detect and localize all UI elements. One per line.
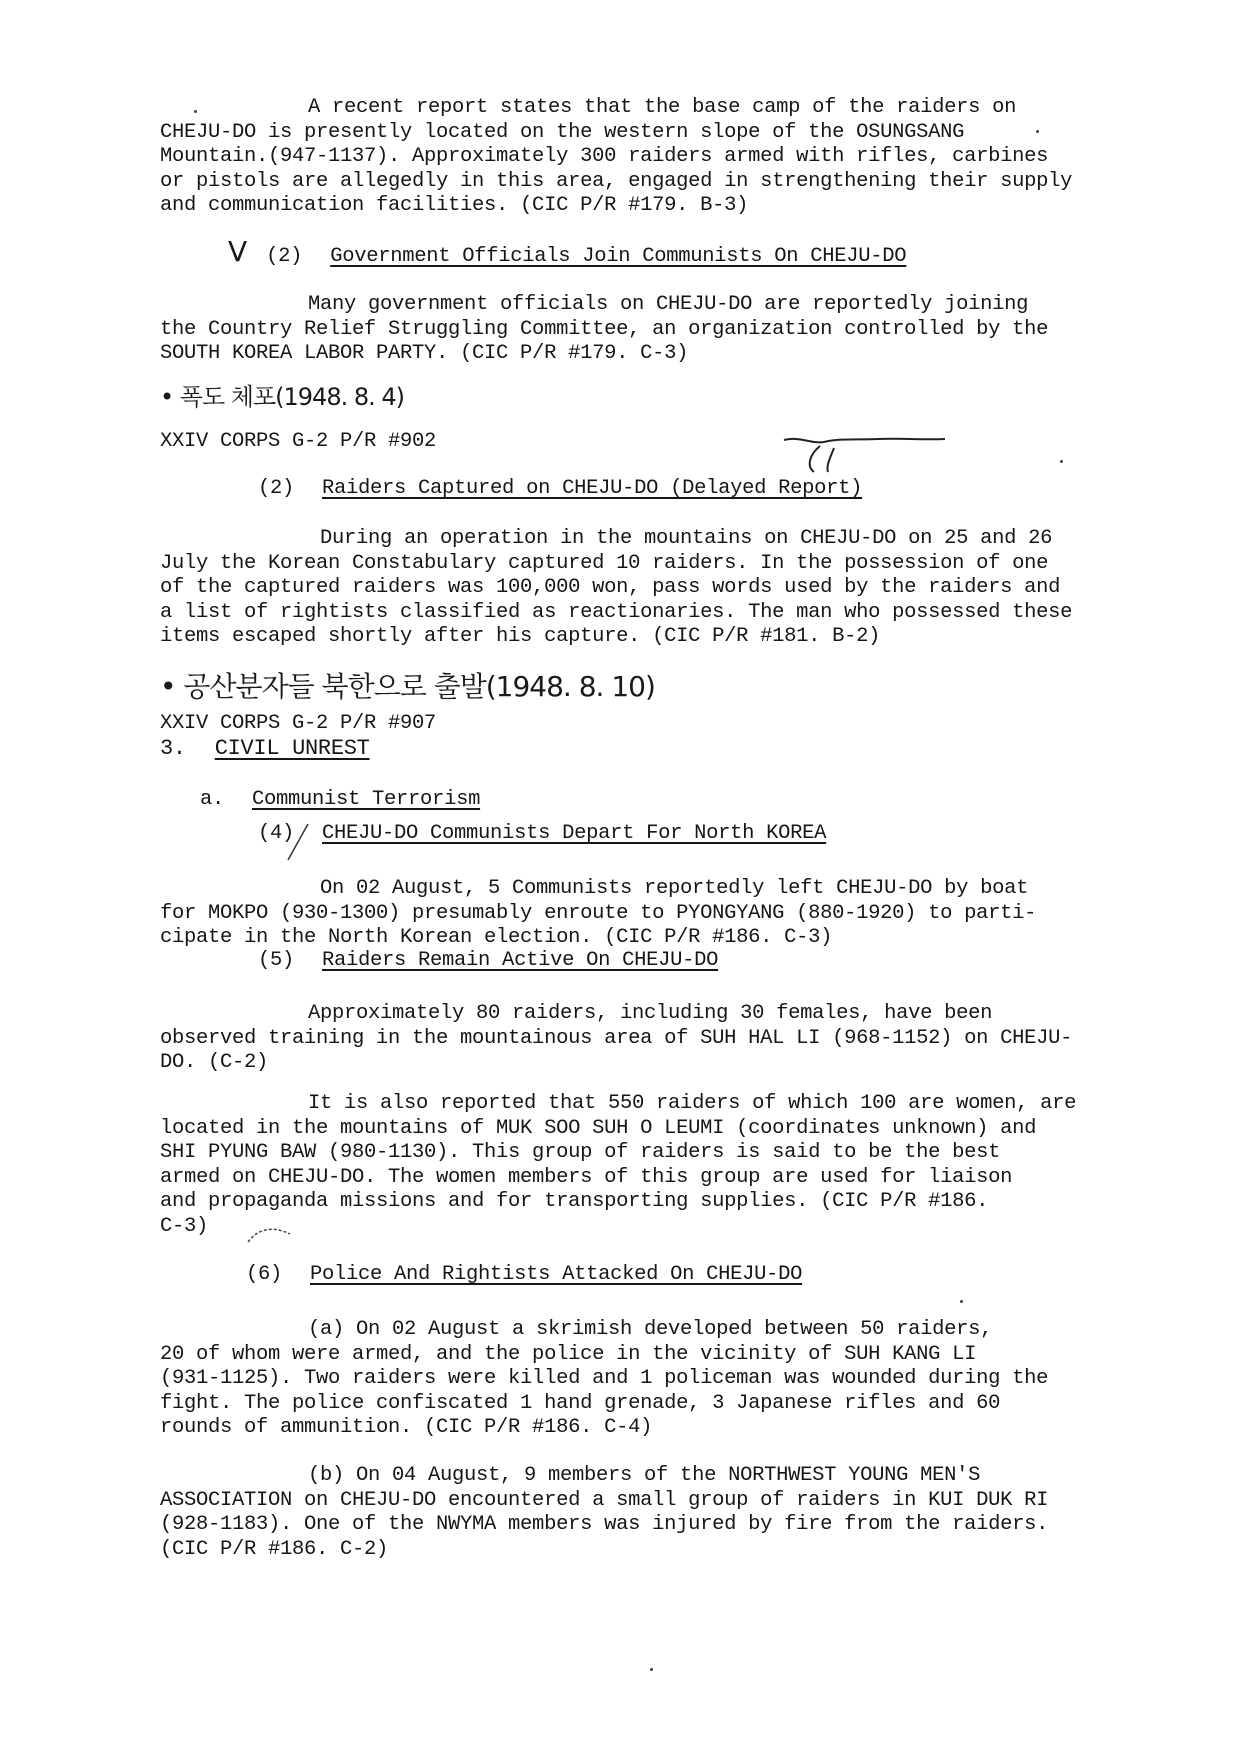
report-reference-902: XXIV CORPS G-2 P/R #902 bbox=[160, 430, 437, 453]
text-line: cipate in the North Korean election. (CIC P/R #186. C-3) bbox=[160, 926, 833, 949]
text-line: and communication facilities. (CIC P/R #179. B-3) bbox=[160, 194, 749, 217]
section-number: (2) bbox=[258, 477, 295, 500]
section-number: (4) bbox=[258, 822, 295, 845]
scan-speck bbox=[1036, 130, 1039, 133]
subsection-heading-terrorism bbox=[200, 788, 480, 813]
scan-speck bbox=[1060, 460, 1063, 463]
subsection-title: Communist Terrorism bbox=[252, 788, 481, 811]
section-title: Government Officials Join Communists On CHEJU-DO bbox=[330, 245, 907, 268]
section-number: (6) bbox=[246, 1263, 283, 1286]
text-line: Mountain.(947-1137). Approximately 300 raiders armed with rifles, carbines bbox=[160, 145, 1049, 168]
subsection-number: a. bbox=[200, 788, 225, 811]
text-line: On 02 August, 5 Communists reportedly left CHEJU-DO by boat bbox=[320, 877, 1029, 900]
text-line: C-3) bbox=[160, 1214, 209, 1238]
text-line: (a) On 02 August a skrimish developed between 50 raiders, bbox=[308, 1318, 993, 1341]
text-line: (928-1183). One of the NWYMA members was injured by fire from the raiders. bbox=[160, 1513, 1049, 1536]
text-line: of the captured raiders was 100,000 won, pass words used by the raiders and bbox=[160, 576, 1061, 599]
text-line: (CIC P/R #186. C-2) bbox=[160, 1537, 389, 1561]
section-number: (2) bbox=[266, 245, 303, 268]
text-line: a list of rightists classified as reactionaries. The man who possessed these bbox=[160, 600, 1073, 624]
pen-arc-icon bbox=[244, 1222, 294, 1246]
section-heading-active bbox=[258, 949, 718, 974]
text-line: A recent report states that the base camp of the raiders on bbox=[308, 96, 1017, 119]
text-line: During an operation in the mountains on CHEJU-DO on 25 and 26 bbox=[320, 527, 1053, 550]
text-line: or pistols are allegedly in this area, engaged in strengthening their supply bbox=[160, 169, 1073, 193]
section-heading-officials bbox=[228, 237, 906, 270]
text-line: ASSOCIATION on CHEJU-DO encountered a small group of raiders in KUI DUK RI bbox=[160, 1488, 1049, 1512]
section-title: CHEJU-DO Communists Depart For North KOREA bbox=[322, 822, 827, 845]
scan-speck bbox=[650, 1668, 653, 1671]
section-title: Raiders Remain Active On CHEJU-DO bbox=[322, 949, 719, 972]
text-line: the Country Relief Struggling Committee, an organization controlled by the bbox=[160, 317, 1049, 341]
text-line: located in the mountains of MUK SOO SUH O LEUMI (coordinates unknown) and bbox=[160, 1116, 1037, 1140]
section-heading-civil-unrest bbox=[160, 737, 370, 762]
paragraph-base-camp bbox=[160, 96, 1072, 219]
paragraph-attacked-a bbox=[160, 1318, 1048, 1441]
paragraph-officials bbox=[160, 293, 1048, 367]
paragraph-depart bbox=[160, 877, 1036, 951]
section-title: Police And Rightists Attacked On CHEJU-DO bbox=[310, 1263, 803, 1286]
section-heading-attacked bbox=[246, 1263, 802, 1288]
paragraph-active-1 bbox=[160, 1002, 1072, 1076]
korean-heading-arrest: • 폭도 체포(1948. 8. 4) bbox=[160, 383, 405, 411]
text-line: CHEJU-DO is presently located on the western slope of the OSUNGSANG bbox=[160, 120, 965, 144]
text-line: for MOKPO (930-1300) presumably enroute to PYONGYANG (880-1920) to parti- bbox=[160, 901, 1037, 925]
section-heading-depart bbox=[258, 822, 826, 847]
section-title: CIVIL UNREST bbox=[214, 736, 370, 761]
check-mark-icon: V bbox=[228, 235, 247, 268]
paragraph-captured bbox=[160, 527, 1072, 650]
signature-icon bbox=[780, 432, 950, 482]
text-line: Approximately 80 raiders, including 30 females, have been bbox=[308, 1002, 993, 1025]
text-line: It is also reported that 550 raiders of which 100 are women, are bbox=[308, 1092, 1077, 1115]
scan-speck bbox=[194, 110, 197, 113]
text-line: armed on CHEJU-DO. The women members of this group are used for liaison bbox=[160, 1165, 1013, 1189]
text-line: items escaped shortly after his capture. (CIC P/R #181. B-2) bbox=[160, 625, 881, 648]
pen-stroke-icon bbox=[284, 822, 314, 862]
text-line: DO. (C-2) bbox=[160, 1051, 269, 1074]
text-line: observed training in the mountainous area of SUH HAL LI (968-1152) on CHEJU- bbox=[160, 1026, 1073, 1050]
korean-heading-depart: • 공산분자들 북한으로 출발(1948. 8. 10) bbox=[160, 670, 655, 703]
section-title: Raiders Captured on CHEJU-DO (Delayed Report) bbox=[322, 477, 863, 500]
text-line: (b) On 04 August, 9 members of the NORTHWEST YOUNG MEN'S bbox=[308, 1464, 981, 1487]
text-line: 20 of whom were armed, and the police in the vicinity of SUH KANG LI bbox=[160, 1342, 977, 1366]
text-line: fight. The police confiscated 1 hand grenade, 3 Japanese rifles and 60 bbox=[160, 1391, 1001, 1415]
text-line: July the Korean Constabulary captured 10 raiders. In the possession of one bbox=[160, 551, 1049, 575]
scan-speck bbox=[960, 1300, 963, 1303]
text-line: SHI PYUNG BAW (980-1130). This group of raiders is said to be the best bbox=[160, 1141, 1001, 1164]
section-number: (5) bbox=[258, 949, 295, 972]
text-line: Many government officials on CHEJU-DO are reportedly joining bbox=[308, 293, 1029, 316]
text-line: rounds of ammunition. (CIC P/R #186. C-4) bbox=[160, 1416, 653, 1439]
text-line: and propaganda missions and for transporting supplies. (CIC P/R #186. bbox=[160, 1190, 989, 1213]
section-number: 3. bbox=[160, 736, 186, 761]
paragraph-attacked-b bbox=[160, 1464, 1048, 1562]
paragraph-active-2 bbox=[160, 1092, 1076, 1239]
section-heading-captured bbox=[258, 477, 862, 502]
text-line: SOUTH KOREA LABOR PARTY. (CIC P/R #179. C-3) bbox=[160, 342, 689, 365]
report-reference-907: XXIV CORPS G-2 P/R #907 bbox=[160, 712, 437, 735]
text-line: (931-1125). Two raiders were killed and 1 policeman was wounded during the bbox=[160, 1367, 1049, 1390]
